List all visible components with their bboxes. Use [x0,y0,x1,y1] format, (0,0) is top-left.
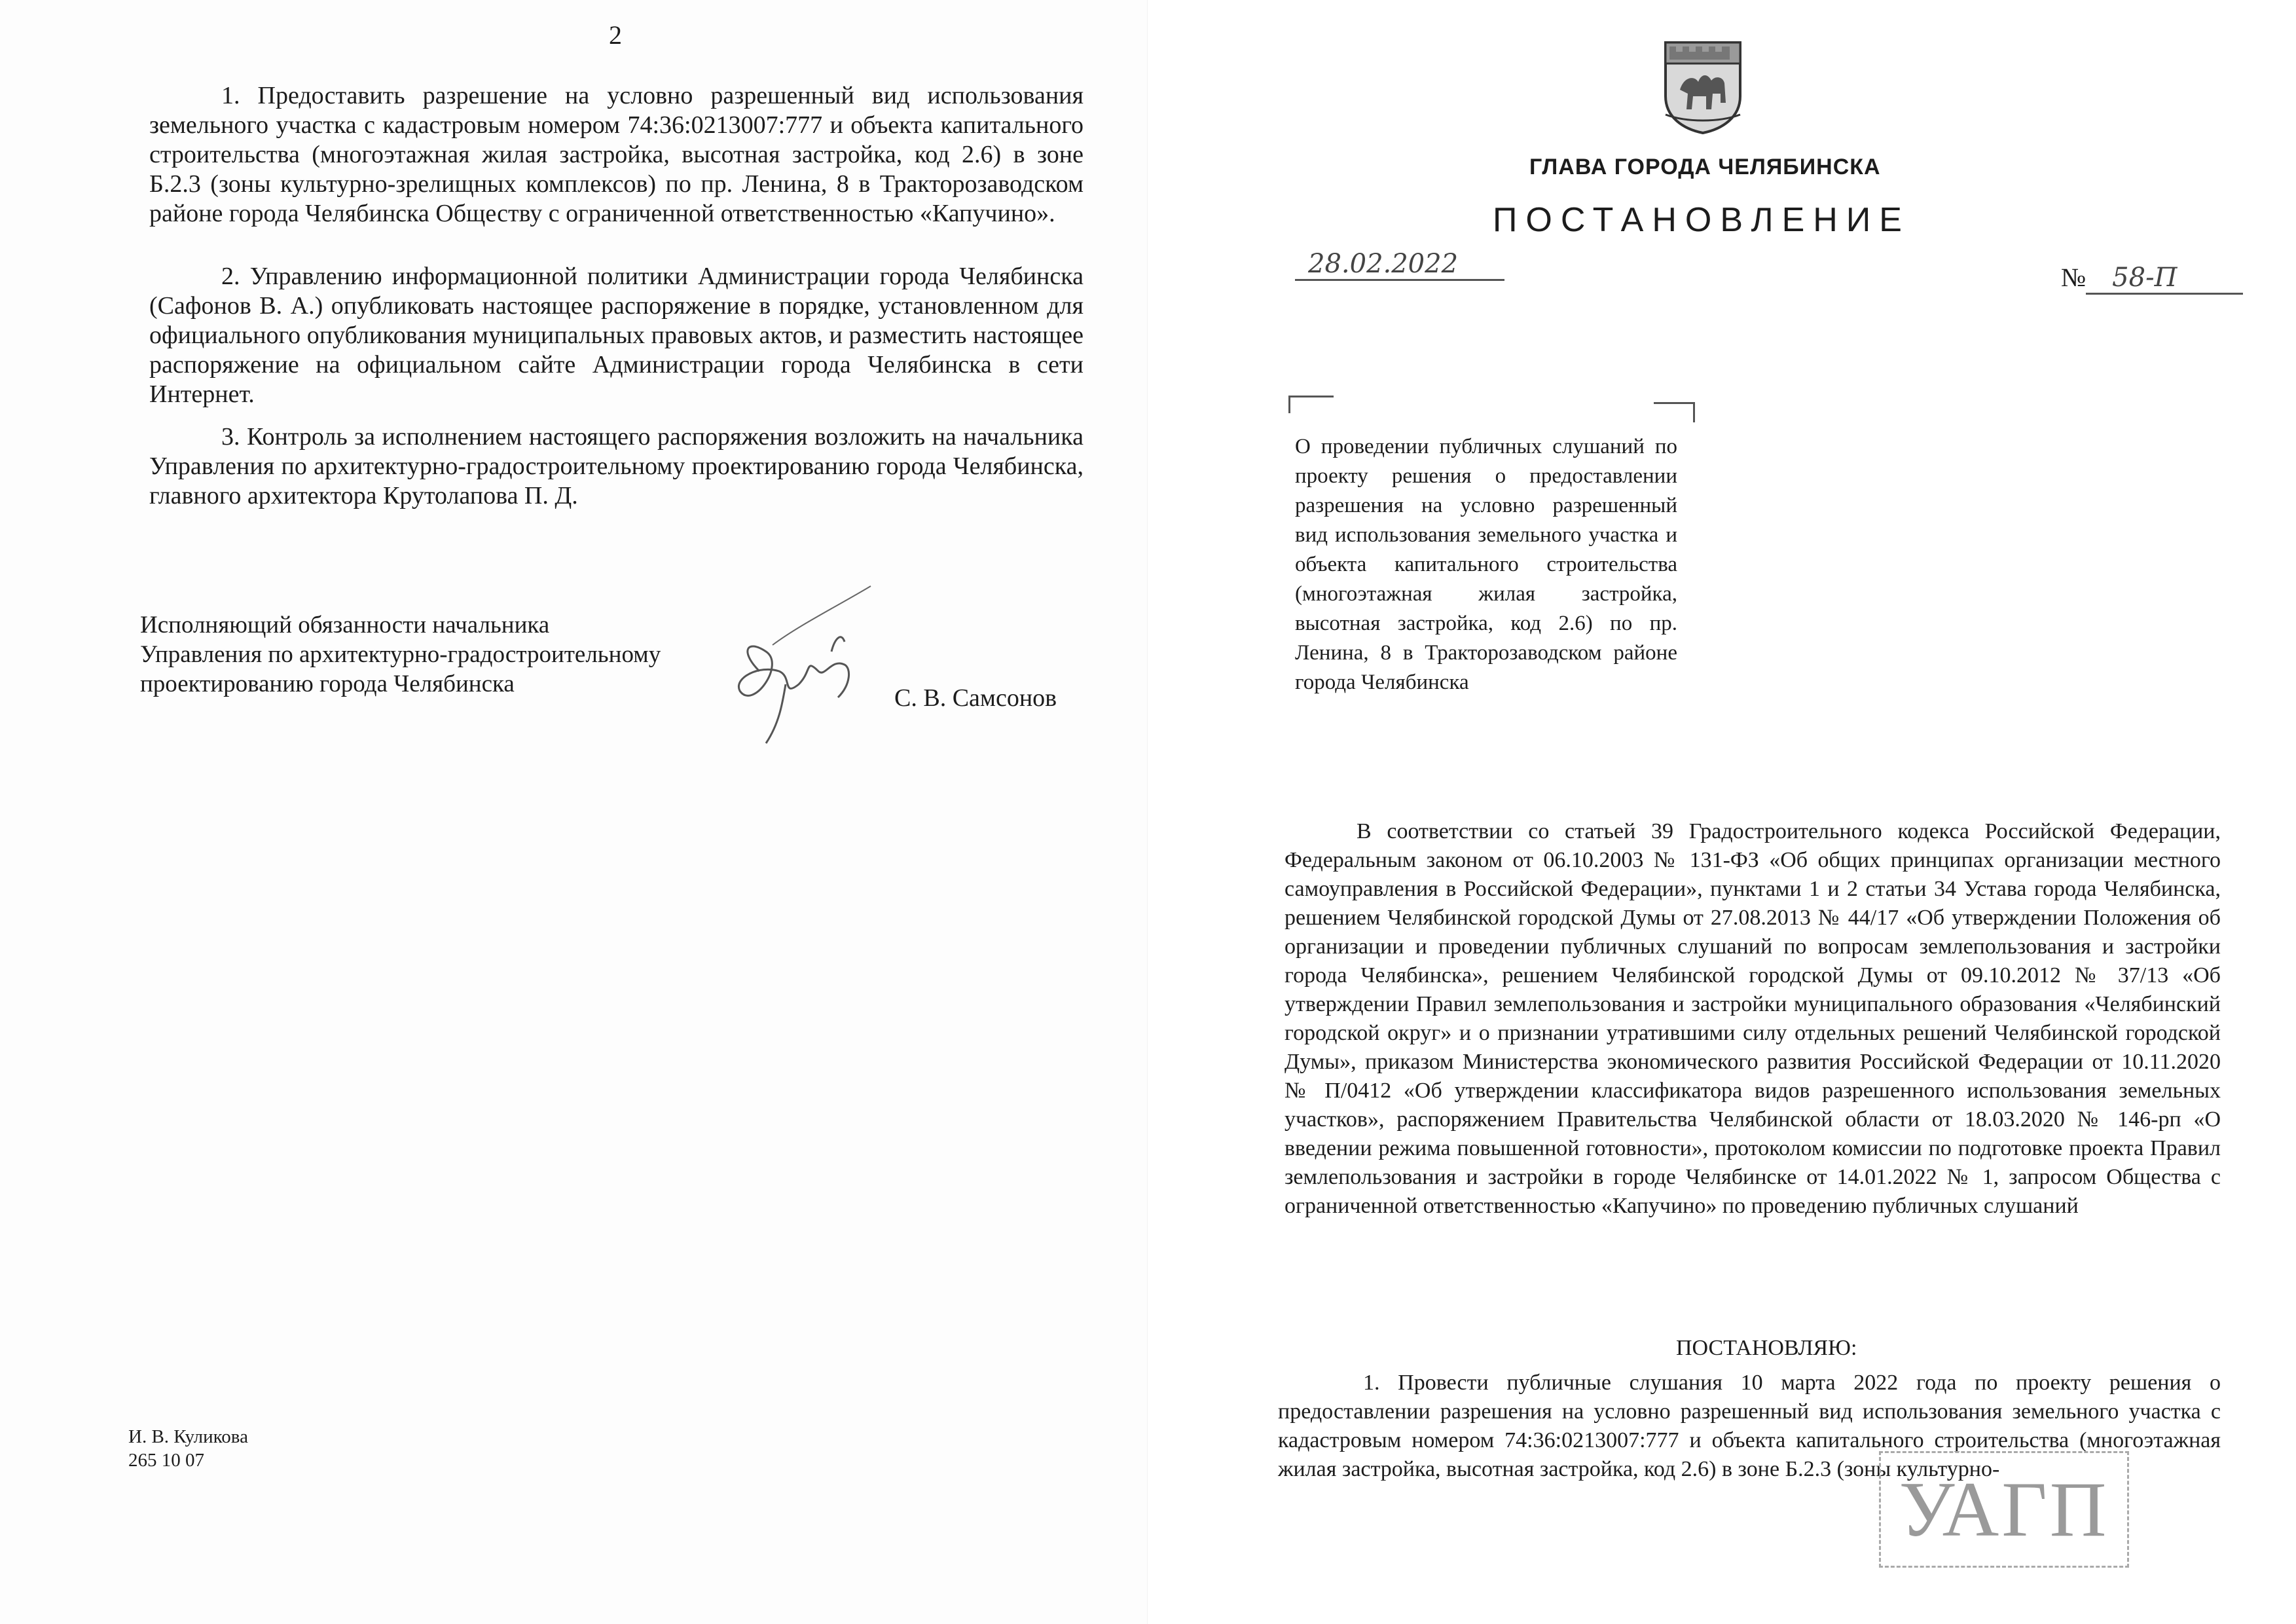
signature-position [140,610,742,699]
executor-phone: 265 10 07 [128,1450,204,1471]
document-subject: О проведении публичных слушаний по проекту решения о предоставлении разрешения на условно разрешенный вид использования земельного участка и объекта капитального строительства (многоэтажная жилая застройка, высотная застройка, код 2.6) по пр. Ленина, 8 в Тракторозаводском районе города Челябинска [1295,435,1677,694]
department-stamp: УАГП [1879,1451,2129,1568]
executor-name: И. В. Куликова [128,1426,248,1447]
resolve-heading: ПОСТАНОВЛЯЮ: [1676,1336,1857,1360]
number-value: 58-П [2086,263,2243,295]
subject-bracket-left [1288,396,1334,413]
executor-info [128,1425,248,1472]
document-type-title: ПОСТАНОВЛЕНИЕ [1493,201,1910,239]
issuing-authority: ГЛАВА ГОРОДА ЧЕЛЯБИНСКА [1529,155,1881,179]
paragraph-3: 3. Контроль за исполнением настоящего распоряжения возложить на начальника Управления по архитектурно-градостроительному проектированию города Челябинска, главного архитектора Крутолапова П. Д. [149,423,1084,509]
signature-position-line: Управления по архитектурно-градостроительному [140,641,661,668]
handwritten-signature [720,580,877,750]
subject-bracket-right [1654,402,1695,422]
page-number: 2 [609,20,622,50]
city-coat-of-arms-icon [1660,37,1745,136]
paragraph-2: 2. Управлению информационной политики Администрации города Челябинска (Сафонов В. А.) опубликовать настоящее распоряжение в порядке, установленном для официального опубликования муниципальных правовых актов, и разместить настоящее распоряжение на официальном сайте Администрации города Челябинска в сети Интернет. [149,263,1084,408]
signer-name: С. В. Самсонов [894,684,1057,712]
resolution-item-1: 1. Провести публичные слушания 10 марта 2022 года по проекту решения о предоставлении разрешения на условно разрешенный вид использования земельного участка с кадастровым номером 74:36:0213007:777 и объекта капитального строительства (многоэтажная жилая застройка, высотная застройка, код 2.6) в зоне Б.2.3 (зоны культурно- [1278,1371,2221,1481]
signature-position-line: проектированию города Челябинска [140,671,515,697]
paragraph-1: 1. Предоставить разрешение на условно разрешенный вид использования земельного участка с кадастровым номером 74:36:0213007:777 и объекта капитального строительства (многоэтажная жилая застройка, высотная застройка, код 2.6) в зоне Б.2.3 (зоны культурно-зрелищных комплексов) по пр. Ленина, 8 в Тракторозаводском районе города Челябинска Обществу с ограниченной ответственностью «Капучино». [149,82,1084,227]
number-label: № [2061,263,2086,292]
signature-position-line: Исполняющий обязанности начальника [140,612,550,638]
document-date: 28.02.2022 [1295,249,1504,281]
preamble: В соответствии со статьей 39 Градостроительного кодекса Российской Федерации, Федеральным законом от 06.10.2003 № 131-ФЗ «Об общих принципах организации местного самоуправления в Российской Федерации», пунктами 1 и 2 статьи 34 Устава города Челябинска, решением Челябинской городской Думы от 27.08.2013 № 44/17 «Об утверждении Положения об организации и проведении публичных слушаний по вопросам землепользования и застройки города Челябинска», решением Челябинской городской Думы от 09.10.2012 № 37/13 «Об утверждении Правил землепользования и застройки муниципального образования «Челябинский городской округ» и о признании утратившими силу отдельных решений Челябинской городской Думы», приказом Министерства экономического развития Российской Федерации от 10.11.2020 № П/0412 «Об утверждении классификатора видов разрешенного использования земельных участков», распоряжением Правительства Челябинской области от 18.03.2020 № 146-рп «О введении режима повышенной готовности», протоколом комиссии по подготовке проекта Правил землепользования и застройки в городе Челябинске от 14.01.2022 № 1, запросом Общества с ограниченной ответственностью «Капучино» по проведению публичных слушаний [1285,819,2221,1218]
document-number [2061,262,2243,295]
